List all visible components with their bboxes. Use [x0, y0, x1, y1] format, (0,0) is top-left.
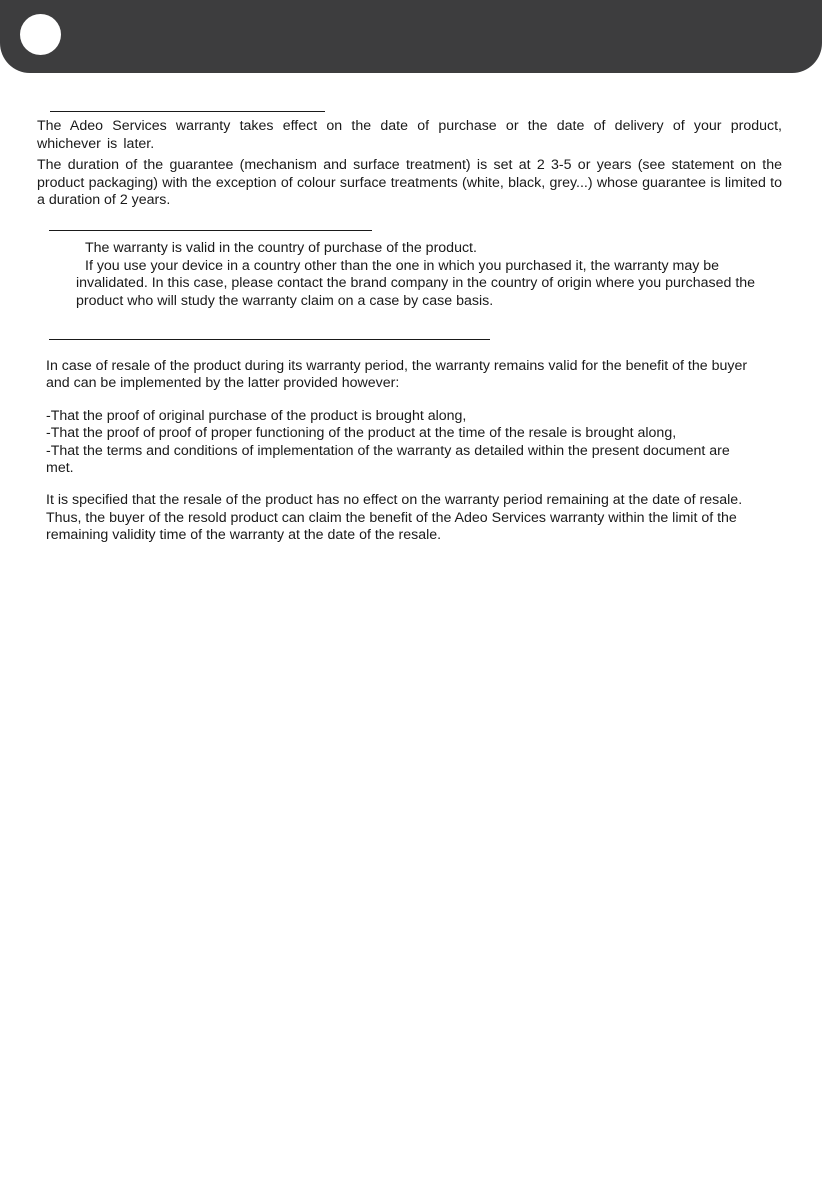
resale-intro-line-2: and can be implemented by the latter provided however:	[46, 375, 400, 391]
section-2-heading-rule	[49, 230, 372, 231]
territory-line-4: product who will study the warranty claim on a case by case basis.	[76, 293, 494, 309]
warranty-start-paragraph: The Adeo Services warranty takes effect on the date of purchase or the date of delivery of your product, whichever is later.	[37, 118, 782, 152]
resale-condition-3-line-1: -That the terms and conditions of implementation of the warranty as detailed within the present document are	[46, 443, 730, 459]
territory-line-3: invalidated. In this case, please contact the brand company in the country of origin where you purchased the	[76, 275, 756, 291]
resale-condition-1: -That the proof of original purchase of the product is brought along,	[46, 408, 467, 424]
page-number-badge	[20, 14, 61, 55]
section-3-heading-rule	[49, 339, 490, 340]
territory-line-1: The warranty is valid in the country of purchase of the product.	[85, 240, 477, 256]
section-1-heading-rule	[50, 111, 325, 112]
resale-intro-line-1: In case of resale of the product during its warranty period, the warranty remains valid for the benefit of the buyer	[46, 358, 748, 374]
resale-closing-line-1: It is specified that the resale of the product has no effect on the warranty period remaining at the date of resale.	[46, 492, 743, 508]
resale-condition-3-line-2: met.	[46, 460, 74, 476]
warranty-duration-paragraph: The duration of the guarantee (mechanism and surface treatment) is set at 2 3-5 or years (see statement on the product packaging) with the exception of colour surface treatments (white, black, grey...) whose guarantee is limited to a duration of 2 years.	[37, 157, 782, 208]
territory-line-2: If you use your device in a country other than the one in which you purchased it, the warranty may be	[85, 258, 720, 274]
resale-closing-line-3: remaining validity time of the warranty at the date of the resale.	[46, 527, 442, 543]
header-band	[0, 0, 822, 73]
resale-closing-line-2: Thus, the buyer of the resold product can claim the benefit of the Adeo Services warranty within the limit of the	[46, 510, 737, 526]
resale-condition-2: -That the proof of proof of proper functioning of the product at the time of the resale is brought along,	[46, 425, 677, 441]
